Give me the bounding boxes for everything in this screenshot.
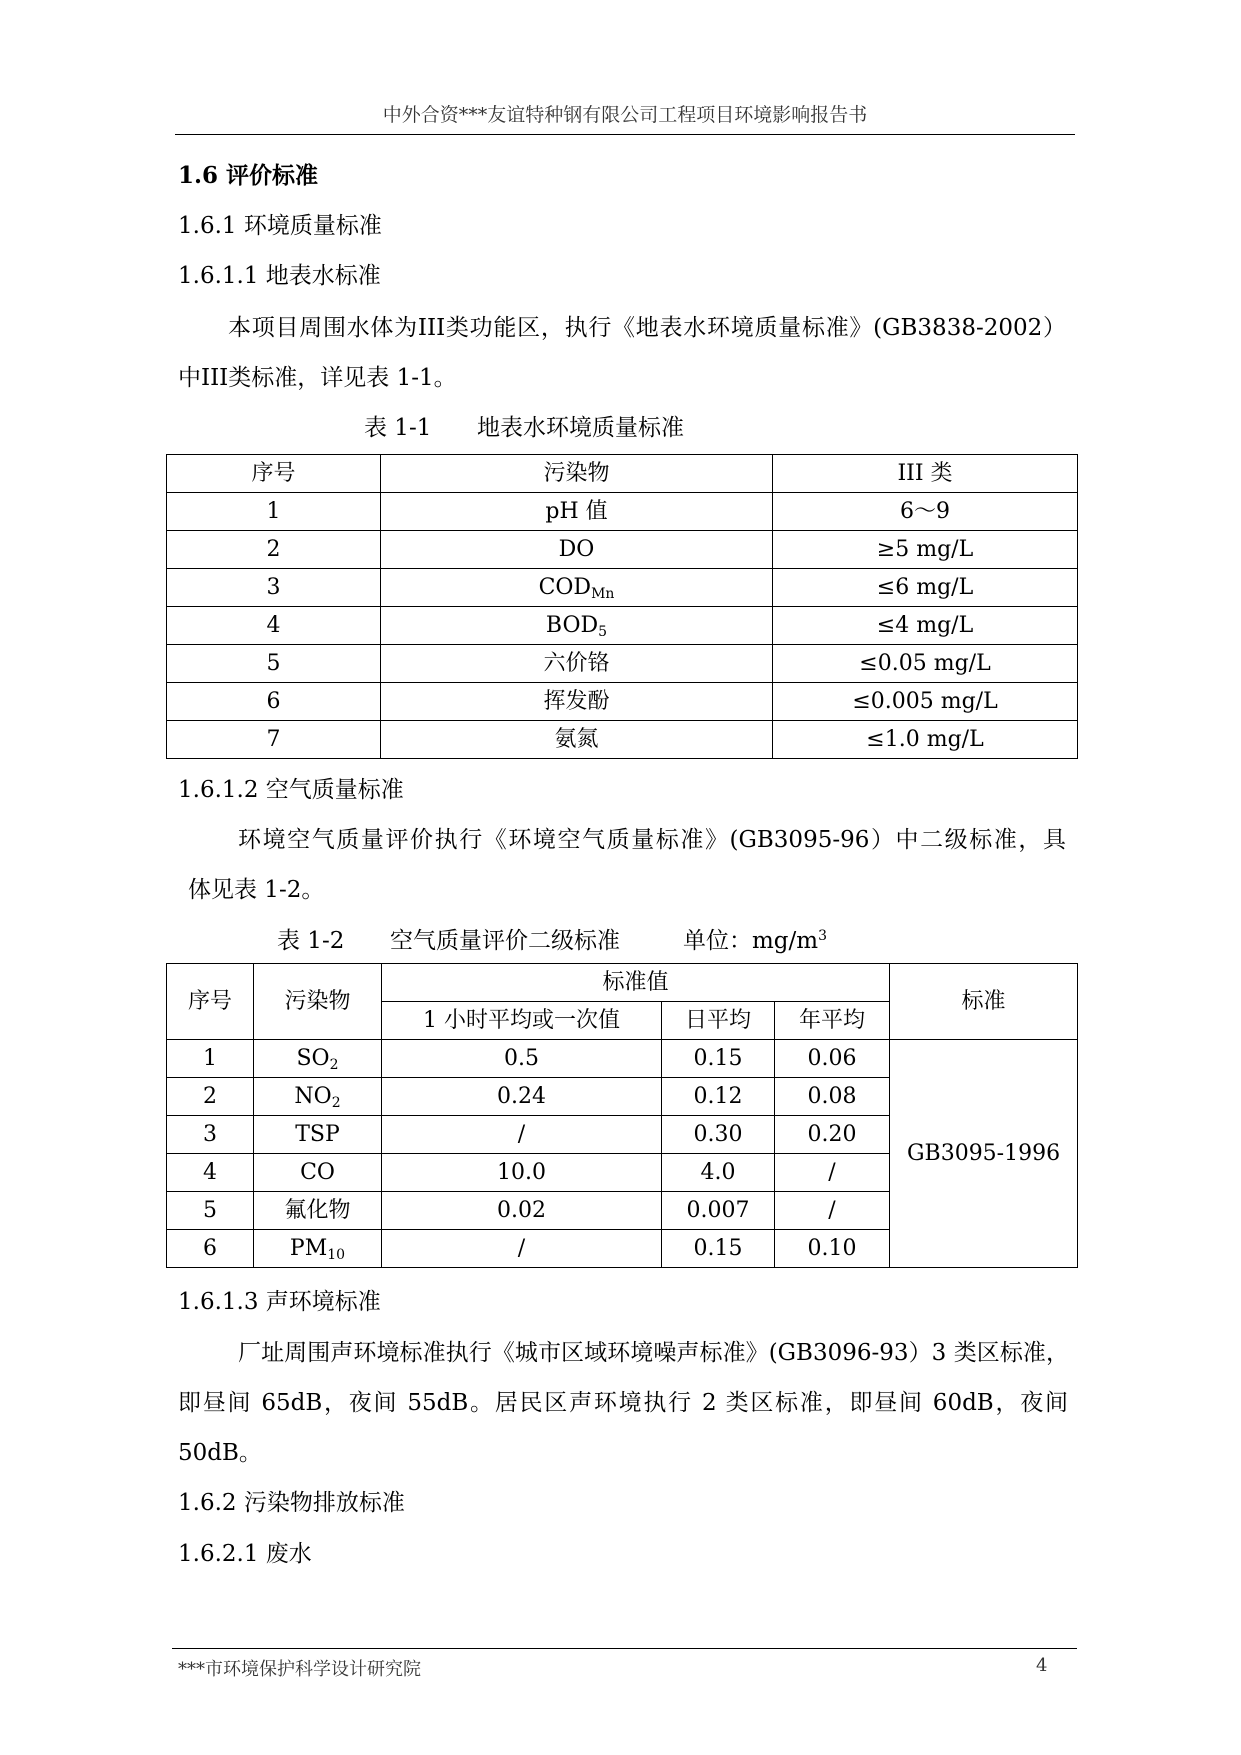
cell-no: 2 [167,1078,254,1116]
table-row [167,683,1078,721]
cell-value: ≤1.0 mg/L [773,721,1078,759]
table-row [167,1040,1078,1078]
cell-pollutant: DO [381,531,773,569]
cell-pollutant: $NO_2$ [254,1078,382,1116]
cell-value: ≤6 mg/L [773,569,1078,607]
cell-hourly: 0.02 [382,1192,662,1230]
cell-hourly: 0.24 [382,1078,662,1116]
cell-no: 6 [167,683,381,721]
cell-hourly: 10.0 [382,1154,662,1192]
subsection-1-6-1: 1.6.1 环境质量标准 [178,213,382,239]
header-cell-class-iii: III 类 [773,455,1078,493]
header-cell-no: 序号 [167,455,381,493]
cell-daily: 0.30 [662,1116,775,1154]
paragraph-noise-line2: 即昼间 65dB，夜间 55dB。居民区声环境执行 2 类区标准，即昼间 60dB，夜间 [178,1390,1068,1416]
page-header: 中外合资***友谊特种钢有限公司工程项目环境影响报告书 [382,104,868,126]
cell-no: 5 [167,645,381,683]
cell-no: 3 [167,569,381,607]
table-row [167,645,1078,683]
table-row [167,607,1078,645]
table1-caption-title: 地表水环境质量标准 [477,415,684,441]
cell-annual: 0.06 [775,1040,890,1078]
table1-caption-number: 表 1-1 [364,415,432,441]
header-cell-no: 序号 [167,964,254,1040]
cell-annual: 0.10 [775,1230,890,1268]
table2-caption-title: 空气质量评价二级标准 [390,928,620,954]
footer-organization: ***市环境保护科学设计研究院 [178,1659,421,1680]
cell-no: 1 [167,493,381,531]
air-quality-standard-table [166,963,1078,1268]
cell-value: 6～9 [773,493,1078,531]
cell-no: 4 [167,1154,254,1192]
page-number: 4 [1036,1655,1048,1676]
header-cell-standard-value: 标准值 [382,964,890,1002]
header-cell-daily: 日平均 [662,1002,775,1040]
footer-divider [172,1648,1077,1649]
surface-water-standard-table [166,454,1078,759]
cell-pollutant: pH 值 [381,493,773,531]
cell-value: ≤4 mg/L [773,607,1078,645]
cell-pollutant: $PM_{10}$ [254,1230,382,1268]
subsection-1-6-1-1: 1.6.1.1 地表水标准 [178,263,381,289]
table2-caption-unit: 单位：$mg/m^3$ [683,928,828,954]
table-header-row [167,964,1078,1002]
cell-annual: / [775,1154,890,1192]
cell-pollutant: $SO_2$ [254,1040,382,1078]
cell-daily: 4.0 [662,1154,775,1192]
cell-no: 2 [167,531,381,569]
cell-pollutant: CO [254,1154,382,1192]
cell-pollutant: 挥发酚 [381,683,773,721]
cell-pollutant: 氟化物 [254,1192,382,1230]
paragraph-noise-line1: 厂址周围声环境标准执行《城市区域环境噪声标准》(GB3096-93）3 类区标准， [238,1340,1069,1366]
table2-caption-number: 表 1-2 [277,928,345,954]
header-divider [175,134,1075,135]
cell-daily: 0.15 [662,1040,775,1078]
cell-annual: 0.08 [775,1078,890,1116]
table-row [167,493,1078,531]
cell-daily: 0.15 [662,1230,775,1268]
table-header-row [167,455,1078,493]
paragraph-air-quality-line1: 环境空气质量评价执行《环境空气质量标准》(GB3095-96）中二级标准，具 [238,827,1066,853]
paragraph-surface-water-line1: 本项目周围水体为III类功能区，执行《地表水环境质量标准》(GB3838-2002） [228,315,1066,341]
cell-no: 6 [167,1230,254,1268]
section-title: 1.6 评价标准 [178,162,319,189]
paragraph-surface-water-line2: 中III类标准，详见表 1-1。 [178,365,457,391]
cell-no: 1 [167,1040,254,1078]
cell-no: 4 [167,607,381,645]
cell-pollutant: TSP [254,1116,382,1154]
table-row [167,721,1078,759]
subsection-1-6-1-2: 1.6.1.2 空气质量标准 [178,777,404,803]
cell-value: ≤0.005 mg/L [773,683,1078,721]
table-row [167,569,1078,607]
cell-standard-reference: GB3095-1996 [890,1040,1078,1268]
subsection-1-6-2-1: 1.6.2.1 废水 [178,1541,312,1567]
subsection-1-6-2: 1.6.2 污染物排放标准 [178,1490,405,1516]
cell-no: 5 [167,1192,254,1230]
cell-hourly: / [382,1230,662,1268]
cell-pollutant: $BOD_5$ [381,607,773,645]
header-cell-pollutant: 污染物 [254,964,382,1040]
cell-pollutant: 六价铬 [381,645,773,683]
table-row [167,531,1078,569]
paragraph-noise-line3: 50dB。 [178,1440,262,1466]
cell-hourly: / [382,1116,662,1154]
cell-pollutant: 氨氮 [381,721,773,759]
cell-hourly: 0.5 [382,1040,662,1078]
cell-daily: 0.12 [662,1078,775,1116]
cell-annual: 0.20 [775,1116,890,1154]
cell-value: ≥5 mg/L [773,531,1078,569]
cell-pollutant: $COD_{Mn}$ [381,569,773,607]
header-cell-standard: 标准 [890,964,1078,1040]
cell-no: 3 [167,1116,254,1154]
cell-annual: / [775,1192,890,1230]
header-cell-annual: 年平均 [775,1002,890,1040]
cell-no: 7 [167,721,381,759]
cell-daily: 0.007 [662,1192,775,1230]
paragraph-air-quality-line2: 体见表 1-2。 [188,877,325,903]
subsection-1-6-1-3: 1.6.1.3 声环境标准 [178,1289,381,1315]
cell-value: ≤0.05 mg/L [773,645,1078,683]
header-cell-pollutant: 污染物 [381,455,773,493]
header-cell-hourly: 1 小时平均或一次值 [382,1002,662,1040]
